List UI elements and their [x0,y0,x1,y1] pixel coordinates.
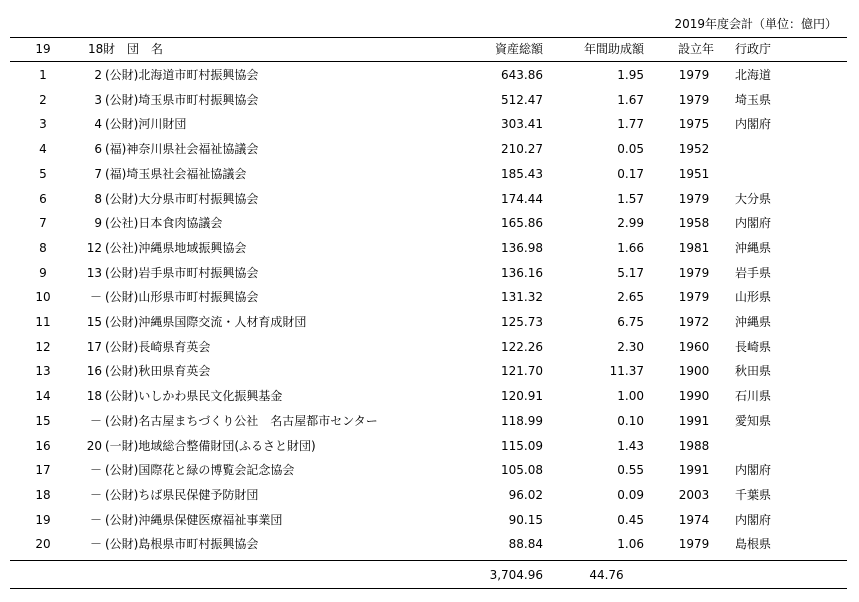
row-rank: － [89,463,102,478]
row-year: 1991 [678,463,710,478]
table-row [0,310,859,335]
row-no: 8 [39,240,47,255]
row-name: (公財)秋田県育英会 [105,364,211,379]
row-grant: 2.30 [617,339,644,354]
row-no: 15 [35,413,51,428]
row-assets: 136.98 [501,240,543,255]
row-rank: 16 [86,364,102,379]
row-agency: 大分県 [735,191,772,206]
row-agency: 島根県 [735,537,772,552]
total-assets: 3,704.96 [489,568,543,582]
row-agency: 内閣府 [735,463,772,478]
row-name: (公財)沖縄県保健医療福祉事業団 [105,512,283,527]
table-row [0,112,859,137]
total-grant: 44.76 [589,568,624,582]
row-rank: 20 [86,438,102,453]
row-assets: 105.08 [501,463,543,478]
table-row [0,261,859,286]
row-grant: 0.55 [617,463,644,478]
row-rank: 2 [94,68,102,82]
row-assets: 120.91 [501,389,543,404]
row-assets: 131.32 [501,290,543,305]
row-grant: 0.09 [617,487,644,502]
table-row [0,211,859,236]
row-rank: － [89,290,102,305]
row-agency: 北海道 [735,68,772,82]
row-year: 1981 [678,240,710,255]
row-grant: 1.57 [617,191,644,206]
row-agency: 秋田県 [735,364,772,379]
row-rank: － [89,512,102,527]
row-assets: 115.09 [501,438,543,453]
row-agency: 千葉県 [735,487,772,502]
row-grant: 1.95 [617,68,644,82]
row-grant: 0.05 [617,142,644,157]
row-no: 13 [35,364,51,379]
row-year: 1991 [678,413,710,428]
row-assets: 125.73 [501,315,543,329]
row-year: 1974 [678,512,710,527]
row-no: 12 [35,339,51,354]
row-assets: 512.47 [501,92,543,107]
row-year: 1979 [678,68,710,82]
row-rank: 8 [94,191,102,206]
row-name: (公財)河川財団 [105,117,187,132]
row-name: (公財)岩手県市町村振興協会 [105,265,259,280]
header-rank: 18 [88,42,104,56]
row-assets: 122.26 [501,339,543,354]
row-year: 2003 [678,487,710,502]
row-name: (一財)地域総合整備財団(ふるさと財団) [105,438,316,453]
total-row [0,563,859,588]
row-agency: 岩手県 [735,265,772,280]
row-rank: 12 [86,240,102,255]
row-name: (公社)日本食肉協議会 [105,216,223,231]
table-row [0,236,859,261]
row-agency: 山形県 [735,290,772,305]
table-row [0,434,859,459]
table-row [0,409,859,434]
row-grant: 5.17 [617,265,644,280]
table-row [0,137,859,162]
row-grant: 1.66 [617,240,644,255]
header-assets: 資産総額 [494,42,543,56]
row-rank: 15 [86,315,102,329]
row-year: 1990 [678,389,710,404]
row-agency: 内閣府 [735,216,772,231]
row-year: 1958 [678,216,710,231]
header-agency: 行政庁 [735,42,772,56]
row-rank: 4 [94,117,102,132]
row-grant: 2.65 [617,290,644,305]
row-year: 1900 [678,364,710,379]
row-name: (公財)島根県市町村振興協会 [105,537,259,552]
row-name: (福)埼玉県社会福祉協議会 [105,166,247,181]
row-grant: 1.43 [617,438,644,453]
header-no: 19 [35,42,51,56]
row-agency: 愛知県 [735,413,772,428]
row-year: 1975 [678,117,710,132]
table-row [0,458,859,483]
row-grant: 6.75 [617,315,644,329]
table-row [0,335,859,360]
row-assets: 136.16 [501,265,543,280]
header-bottom-rule [10,61,847,62]
row-year: 1979 [678,290,710,305]
row-no: 18 [35,487,51,502]
header-grant: 年間助成額 [583,42,644,56]
row-year: 1972 [678,315,710,329]
row-no: 4 [39,142,47,157]
table-row [0,162,859,187]
total-bottom-rule [10,588,847,589]
row-no: 11 [35,315,51,329]
row-no: 3 [39,117,47,132]
row-name: (公財)ちば県民保健予防財団 [105,487,259,502]
row-no: 6 [39,191,47,206]
row-no: 5 [39,166,47,181]
table-row [0,187,859,212]
row-name: (公財)国際花と緑の博覧会記念協会 [105,463,295,478]
row-grant: 0.45 [617,512,644,527]
row-assets: 303.41 [501,117,543,132]
table-row [0,483,859,508]
row-agency: 埼玉県 [735,92,772,107]
row-rank: 17 [86,339,102,354]
row-agency: 沖縄県 [735,315,772,329]
row-grant: 0.10 [617,413,644,428]
row-grant: 2.99 [617,216,644,231]
total-top-rule [10,560,847,561]
row-no: 14 [35,389,51,404]
row-rank: － [89,413,102,428]
row-rank: 18 [86,389,102,404]
row-name: (公財)山形県市町村振興協会 [105,290,259,305]
row-no: 1 [39,68,47,82]
row-year: 1979 [678,191,710,206]
header-top-rule [10,37,847,38]
row-year: 1952 [678,142,710,157]
row-name: (福)神奈川県社会福祉協議会 [105,142,259,157]
table-header [0,37,859,62]
row-no: 10 [35,290,51,305]
row-no: 7 [39,216,47,231]
row-assets: 121.70 [501,364,543,379]
row-rank: 6 [94,142,102,157]
row-name: (公財)埼玉県市町村振興協会 [105,92,259,107]
row-year: 1979 [678,265,710,280]
table-row [0,285,859,310]
row-name: (公財)長崎県育英会 [105,339,211,354]
row-grant: 0.17 [617,166,644,181]
row-assets: 174.44 [501,191,543,206]
row-name: (公財)いしかわ県民文化振興基金 [105,389,283,404]
row-name: (公財)北海道市町村振興協会 [105,68,259,82]
row-assets: 643.86 [501,68,543,82]
row-rank: － [89,537,102,552]
row-agency: 石川県 [735,389,772,404]
row-assets: 88.84 [508,537,543,552]
row-assets: 118.99 [501,413,543,428]
row-rank: － [89,487,102,502]
row-no: 9 [39,265,47,280]
row-no: 2 [39,92,47,107]
row-year: 1960 [678,339,710,354]
row-no: 19 [35,512,51,527]
table-caption: 2019年度会計（単位：億円） [674,17,837,31]
row-grant: 1.67 [617,92,644,107]
row-rank: 7 [94,166,102,181]
row-year: 1979 [678,537,710,552]
table-row [0,532,859,557]
table-row [0,384,859,409]
row-agency: 長崎県 [735,339,772,354]
row-grant: 1.77 [617,117,644,132]
table-row [0,63,859,88]
row-no: 17 [35,463,51,478]
row-grant: 1.00 [617,389,644,404]
row-year: 1988 [678,438,710,453]
header-name: 財 団 名 [103,42,164,56]
row-assets: 96.02 [508,487,543,502]
row-no: 20 [35,537,51,552]
row-name: (公社)沖縄県地域振興協会 [105,240,247,255]
row-name: (公財)沖縄県国際交流・人材育成財団 [105,315,307,329]
row-assets: 185.43 [501,166,543,181]
table-row [0,88,859,113]
row-agency: 沖縄県 [735,240,772,255]
row-year: 1951 [678,166,710,181]
row-no: 16 [35,438,51,453]
row-year: 1979 [678,92,710,107]
table-row [0,508,859,533]
row-agency: 内閣府 [735,512,772,527]
row-rank: 9 [94,216,102,231]
row-assets: 210.27 [501,142,543,157]
row-rank: 3 [94,92,102,107]
row-assets: 165.86 [501,216,543,231]
row-name: (公財)大分県市町村振興協会 [105,191,259,206]
row-grant: 11.37 [609,364,644,379]
row-name: (公財)名古屋まちづくり公社 名古屋都市センター [105,413,378,428]
row-grant: 1.06 [617,537,644,552]
table-row [0,359,859,384]
row-rank: 13 [86,265,102,280]
row-assets: 90.15 [508,512,543,527]
row-agency: 内閣府 [735,117,772,132]
header-year: 設立年 [677,42,714,56]
